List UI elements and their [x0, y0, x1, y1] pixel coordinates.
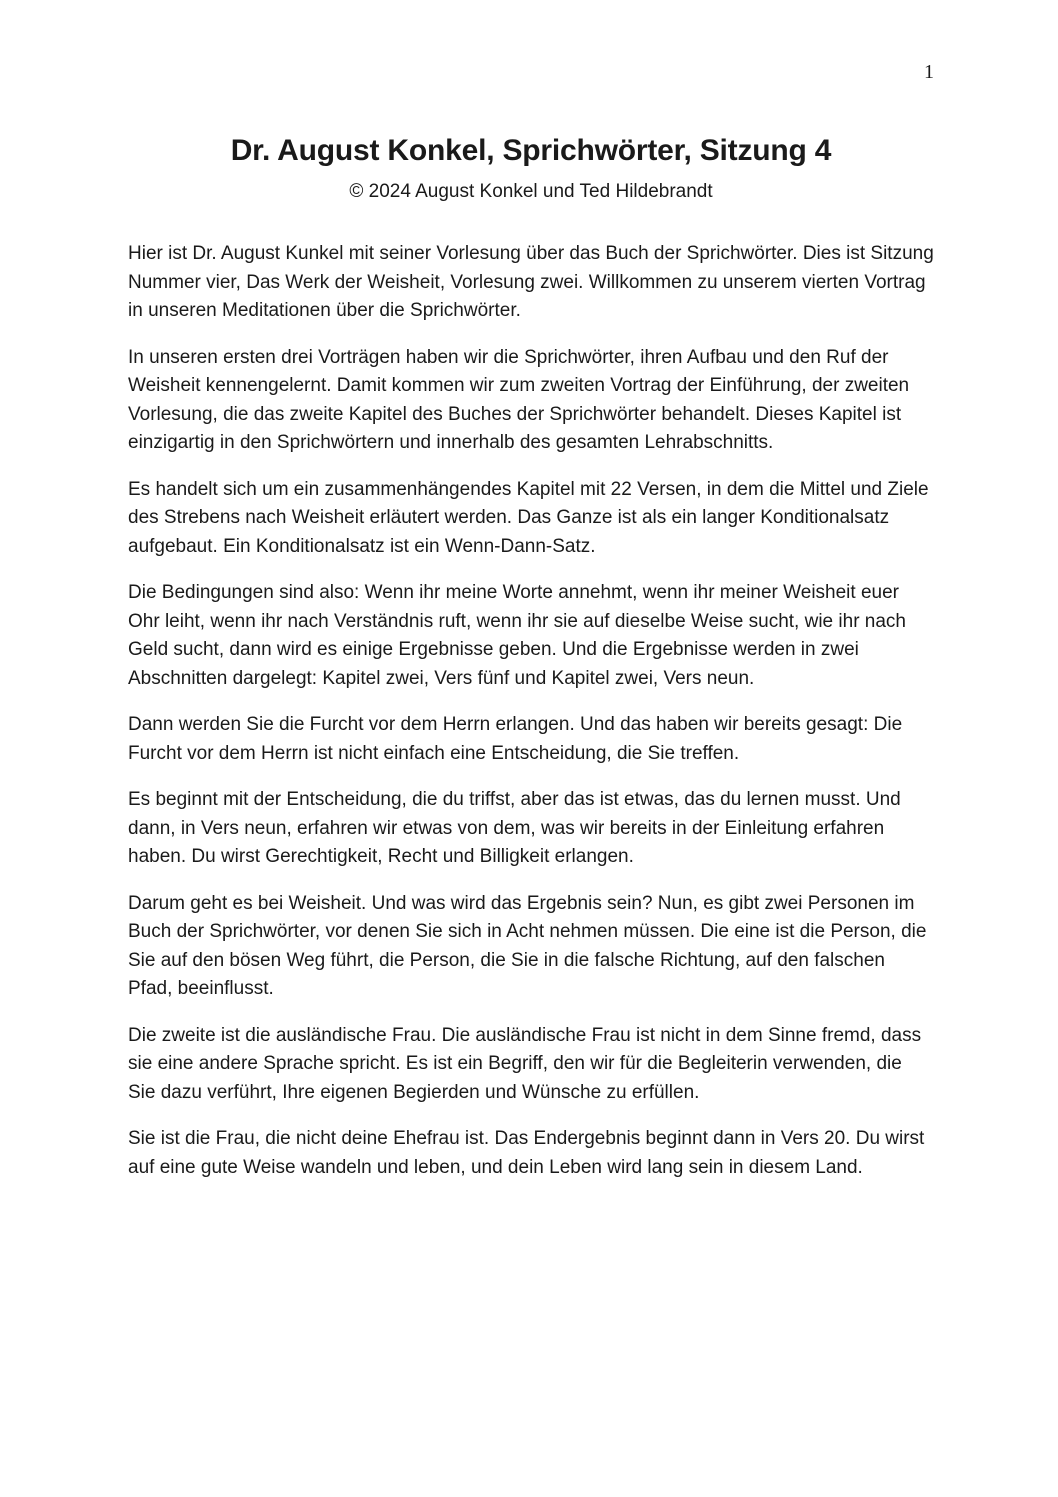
paragraph-9: Sie ist die Frau, die nicht deine Ehefrau ist. Das Endergebnis beginnt dann in Vers 20. Du wirst auf eine gute Weise wandeln und leben, und dein Leben wird lang sein in diesem Land. — [128, 1128, 925, 1178]
paragraph-8: Die zweite ist die ausländische Frau. Die ausländische Frau ist nicht in dem Sinne fremd, dass sie eine andere Sprache spricht. Es ist ein Begriff, den wir für die Begleiterin verwenden, die Sie dazu verführt, Ihre eigenen Begierden und Wünsche zu erfüllen. — [128, 1024, 922, 1103]
paragraph-5: Dann werden Sie die Furcht vor dem Herrn erlangen. Und das haben wir bereits gesagt: Die Furcht vor dem Herrn ist nicht einfach eine Entscheidung, die Sie treffen. — [128, 714, 903, 764]
paragraph-6: Es beginnt mit der Entscheidung, die du triffst, aber das ist etwas, das du lernen musst. Und dann, in Vers neun, erfahren wir etwas von dem, was wir bereits in der Einleitung erfahren haben. Du wirst Gerechtigkeit, Recht und Billigkeit erlangen. — [128, 789, 901, 867]
copyright-line: © 2024 August Konkel und Ted Hildebrandt — [349, 181, 713, 202]
page-number: 1 — [924, 61, 934, 83]
document-title: Dr. August Konkel, Sprichwörter, Sitzung 4 — [230, 134, 832, 167]
paragraph-2: In unseren ersten drei Vorträgen haben wir die Sprichwörter, ihren Aufbau und den Ruf der Weisheit kennengelernt. Damit kommen wir zum zweiten Vortrag der Einführung, der zweiten Vorlesung, die das zweite Kapitel des Buches der Sprichwörter behandelt. Dieses Kapitel ist einzigartig in den Sprichwörtern und innerhalb des gesamten Lehrabschnitts. — [128, 346, 910, 453]
paragraph-1: Hier ist Dr. August Kunkel mit seiner Vorlesung über das Buch der Sprichwörter. Dies ist Sitzung Nummer vier, Das Werk der Weisheit, Vorlesung zwei. Willkommen zu unserem vierten Vortrag in unseren Meditationen über die Sprichwörter. — [128, 243, 934, 321]
paragraph-3: Es handelt sich um ein zusammenhängendes Kapitel mit 22 Versen, in dem die Mittel und Ziele des Strebens nach Weisheit erläutert werden. Das Ganze ist als ein langer Konditionalsatz aufgebaut. Ein Konditionalsatz ist ein Wenn-Dann-Satz. — [128, 478, 929, 557]
document-content — [128, 0, 934, 1200]
paragraph-4: Die Bedingungen sind also: Wenn ihr meine Worte annehmt, wenn ihr meiner Weisheit euer Ohr leiht, wenn ihr nach Verständnis ruft, wenn ihr sie auf dieselbe Weise sucht, wie ihr nach Geld sucht, dann wird es einige Ergebnisse geben. Und die Ergebnisse werden in zwei Abschnitten dargelegt: Kapitel zwei, Vers fünf und Kapitel zwei, Vers neun. — [128, 582, 906, 689]
paragraph-7: Darum geht es bei Weisheit. Und was wird das Ergebnis sein? Nun, es gibt zwei Personen im Buch der Sprichwörter, vor denen Sie sich in Acht nehmen müssen. Die eine ist die Person, die Sie auf den bösen Weg führt, die Person, die Sie in die falsche Richtung, auf den falschen Pfad, beeinflusst. — [128, 892, 927, 999]
